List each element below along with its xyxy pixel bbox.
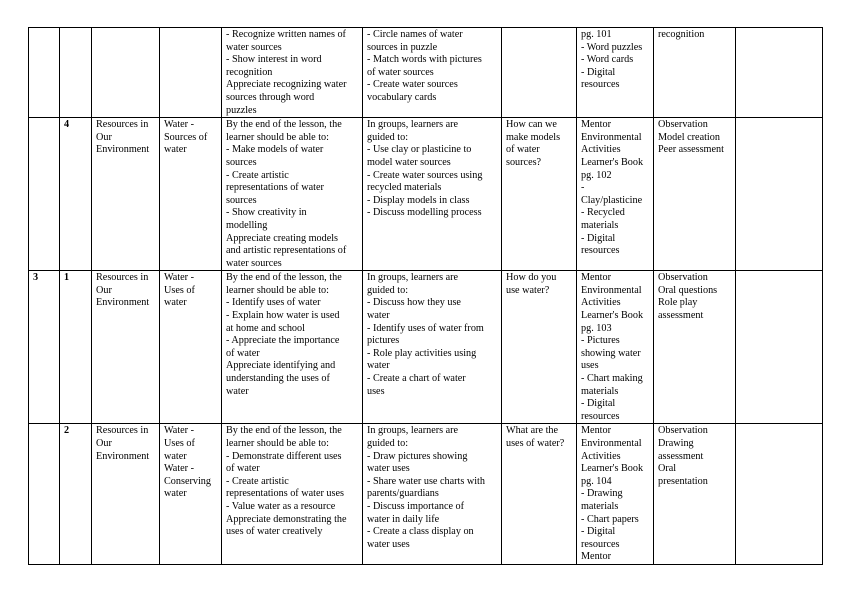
cell-line: Uses of xyxy=(164,284,195,296)
cell-line: Activities xyxy=(581,297,621,309)
cell-line: pg. 104 xyxy=(581,475,612,487)
cell-line: Mentor xyxy=(581,551,611,563)
table-row xyxy=(29,271,823,424)
learning-resources-cell xyxy=(577,118,654,271)
cell-line: Learner's Book xyxy=(581,310,644,322)
assessment-cell xyxy=(654,424,736,565)
cell-line: Oral questions xyxy=(658,284,718,296)
cell-line: - Word puzzles xyxy=(581,41,643,53)
cell-line: - Create a class display on xyxy=(367,526,474,538)
cell-line: Observation xyxy=(658,272,708,284)
cell-line: Oral xyxy=(658,463,677,475)
cell-line: Mentor xyxy=(581,119,611,131)
strand-cell xyxy=(92,28,160,118)
cell-line: understanding the uses of xyxy=(226,373,330,385)
cell-line: Environment xyxy=(96,297,150,309)
remarks-cell xyxy=(736,271,823,424)
cell-line: How can we xyxy=(506,119,557,131)
cell-line: - Identify uses of water from xyxy=(367,322,484,334)
cell-line: learner should be able to: xyxy=(226,438,329,449)
cell-line: water in daily life xyxy=(367,513,440,525)
cell-line: - Digital xyxy=(581,66,616,78)
cell-line: representations of water uses xyxy=(226,488,344,500)
cell-line: Uses of xyxy=(164,438,195,449)
cell-line: recognition xyxy=(658,29,705,40)
cell-line: materials xyxy=(581,385,619,397)
cell-line: uses of water? xyxy=(506,438,565,449)
cell-line: showing water xyxy=(581,347,641,359)
remarks-cell xyxy=(736,118,823,271)
cell-line: uses xyxy=(367,385,385,397)
cell-line: - Share water use charts with xyxy=(367,475,485,487)
cell-line: water sources xyxy=(226,41,282,53)
cell-line: Water - xyxy=(164,463,195,475)
table-row xyxy=(29,424,823,565)
cell-line: - Pictures xyxy=(581,335,620,347)
cell-line: What are the xyxy=(506,425,559,437)
cell-line: of water xyxy=(226,347,260,359)
cell-line: and artistic representations of xyxy=(226,245,347,257)
assessment-cell xyxy=(654,28,736,118)
remarks-cell xyxy=(736,28,823,118)
cell-line: - Create water sources using xyxy=(367,169,483,181)
cell-line: pictures xyxy=(367,335,400,347)
cell-line: - Demonstrate different uses xyxy=(226,450,342,462)
cell-line: recycled materials xyxy=(367,182,442,194)
cell-line: Appreciate creating models xyxy=(226,232,339,244)
cell-line: water xyxy=(164,450,187,462)
cell-line: - Recognize written names of xyxy=(226,29,346,40)
sub-strand-cell xyxy=(160,118,222,271)
cell-line: water xyxy=(367,310,390,322)
cell-line: guided to: xyxy=(367,131,409,143)
cell-line: sources in puzzle xyxy=(367,41,438,53)
learning-experiences-cell xyxy=(363,28,502,118)
cell-line: water xyxy=(164,144,187,156)
cell-line: - Create a chart of water xyxy=(367,373,466,385)
cell-line: sources xyxy=(226,194,257,206)
cell-line: puzzles xyxy=(226,104,257,116)
cell-line: Peer assessment xyxy=(658,144,724,156)
cell-line: - Digital xyxy=(581,526,616,538)
table-row xyxy=(29,118,823,271)
cell-line: materials xyxy=(581,219,619,231)
cell-line: By the end of the lesson, the xyxy=(226,119,342,131)
cell-line: pg. 101 xyxy=(581,29,612,40)
cell-line: - Create artistic xyxy=(226,169,289,181)
cell-line: Resources in xyxy=(96,425,149,437)
cell-line: sources xyxy=(226,156,257,168)
cell-line: Our xyxy=(96,284,112,296)
cell-line: of water xyxy=(226,463,260,475)
cell-line: - Show creativity in xyxy=(226,207,307,219)
learning-outcomes-cell xyxy=(222,271,363,424)
key-inquiry-question-cell xyxy=(502,118,577,271)
cell-line: - Circle names of water xyxy=(367,29,463,40)
cell-line: - Discuss how they use xyxy=(367,297,461,309)
cell-line: resources xyxy=(581,79,620,91)
cell-line: Mentor xyxy=(581,425,611,437)
cell-line: sources through word xyxy=(226,91,315,103)
cell-line: Resources in xyxy=(96,272,149,284)
sub-strand-cell xyxy=(160,28,222,118)
cell-line: Conserving xyxy=(164,475,211,487)
cell-line: water uses xyxy=(367,463,410,475)
cell-line: Model creation xyxy=(658,131,720,143)
cell-line: - Digital xyxy=(581,398,616,410)
key-inquiry-question-cell xyxy=(502,28,577,118)
week-cell xyxy=(29,118,60,271)
cell-line: - Identify uses of water xyxy=(226,297,321,309)
cell-line: uses xyxy=(581,360,599,372)
learning-experiences-cell xyxy=(363,271,502,424)
cell-line: - Word cards xyxy=(581,54,634,66)
week-cell: 3 xyxy=(29,271,60,424)
cell-line: Activities xyxy=(581,144,621,156)
cell-line: - Explain how water is used xyxy=(226,310,340,322)
cell-line: assessment xyxy=(658,310,704,322)
cell-line: uses of water creatively xyxy=(226,526,323,538)
cell-line: of water sources xyxy=(367,66,434,78)
cell-line: of water xyxy=(506,144,540,156)
learning-experiences-cell xyxy=(363,118,502,271)
cell-line: In groups, learners are xyxy=(367,425,459,437)
lesson-cell: 1 xyxy=(60,271,92,424)
cell-line: resources xyxy=(581,410,620,422)
cell-line: Environmental xyxy=(581,284,642,296)
remarks-cell xyxy=(736,424,823,565)
cell-line: modelling xyxy=(226,219,268,231)
cell-line: Observation xyxy=(658,119,708,131)
learning-experiences-cell xyxy=(363,424,502,565)
cell-line: Environmental xyxy=(581,131,642,143)
cell-line: - Make models of water xyxy=(226,144,324,156)
lesson-cell xyxy=(60,28,92,118)
cell-line: Sources of xyxy=(164,131,208,143)
strand-cell xyxy=(92,424,160,565)
sub-strand-cell xyxy=(160,424,222,565)
assessment-cell xyxy=(654,271,736,424)
cell-line: Role play xyxy=(658,297,698,309)
assessment-cell xyxy=(654,118,736,271)
cell-line: Environment xyxy=(96,450,150,462)
cell-line: water sources xyxy=(226,257,282,269)
cell-line: Appreciate identifying and xyxy=(226,360,336,372)
sub-strand-cell xyxy=(160,271,222,424)
cell-line: By the end of the lesson, the xyxy=(226,272,342,284)
cell-line: materials xyxy=(581,500,619,512)
cell-line: recognition xyxy=(226,66,273,78)
cell-line: Drawing xyxy=(658,438,694,449)
cell-line: - Display models in class xyxy=(367,194,470,206)
cell-line: - Recycled xyxy=(581,207,625,219)
cell-line: - Appreciate the importance xyxy=(226,335,340,347)
cell-line: use water? xyxy=(506,284,550,296)
scheme-of-work-table xyxy=(28,27,823,565)
learning-outcomes-cell xyxy=(222,118,363,271)
cell-line: Mentor xyxy=(581,272,611,284)
cell-line: - Chart papers xyxy=(581,513,639,525)
cell-line: How do you xyxy=(506,272,557,284)
lesson-cell: 2 xyxy=(60,424,92,565)
cell-line: - Discuss importance of xyxy=(367,500,465,512)
cell-line: water xyxy=(164,297,187,309)
cell-line: water uses xyxy=(367,538,410,550)
learning-resources-cell xyxy=(577,424,654,565)
table-row xyxy=(29,28,823,118)
cell-line: parents/guardians xyxy=(367,488,439,500)
cell-line: learner should be able to: xyxy=(226,284,329,296)
cell-line: - Value water as a resource xyxy=(226,500,336,512)
learning-outcomes-cell xyxy=(222,424,363,565)
cell-line: - Match words with pictures xyxy=(367,54,482,66)
learning-resources-cell xyxy=(577,28,654,118)
cell-line: In groups, learners are xyxy=(367,272,459,284)
cell-line: presentation xyxy=(658,475,708,487)
cell-line: at home and school xyxy=(226,322,305,334)
cell-line: By the end of the lesson, the xyxy=(226,425,342,437)
cell-line: guided to: xyxy=(367,284,409,296)
cell-line: - Drawing xyxy=(581,488,623,500)
strand-cell xyxy=(92,271,160,424)
cell-line: Resources in xyxy=(96,119,149,131)
cell-line: resources xyxy=(581,538,620,550)
table-body xyxy=(29,28,823,565)
cell-line: - Use clay or plasticine to xyxy=(367,144,472,156)
cell-line: - Draw pictures showing xyxy=(367,450,468,462)
cell-line: - Chart making xyxy=(581,373,643,385)
lesson-cell: 4 xyxy=(60,118,92,271)
cell-line: - Show interest in word xyxy=(226,54,322,66)
cell-line: Water - xyxy=(164,425,195,437)
cell-line: Environment xyxy=(96,144,150,156)
week-cell xyxy=(29,424,60,565)
cell-line: Activities xyxy=(581,450,621,462)
cell-line: Learner's Book xyxy=(581,156,644,168)
learning-outcomes-cell xyxy=(222,28,363,118)
cell-line: pg. 102 xyxy=(581,169,612,181)
strand-cell xyxy=(92,118,160,271)
learning-resources-cell xyxy=(577,271,654,424)
cell-line: make models xyxy=(506,131,561,143)
cell-line: pg. 103 xyxy=(581,322,612,334)
cell-line: guided to: xyxy=(367,438,409,449)
cell-line: learner should be able to: xyxy=(226,131,329,143)
cell-line: Our xyxy=(96,438,112,449)
cell-line: water xyxy=(164,488,187,500)
cell-line: Water - xyxy=(164,119,195,131)
cell-line: Clay/plasticine xyxy=(581,194,643,206)
cell-line: Appreciate demonstrating the xyxy=(226,513,347,525)
cell-line: representations of water xyxy=(226,182,324,194)
cell-line: - xyxy=(581,182,585,194)
cell-line: Observation xyxy=(658,425,708,437)
cell-line: vocabulary cards xyxy=(367,91,437,103)
key-inquiry-question-cell xyxy=(502,424,577,565)
cell-line: In groups, learners are xyxy=(367,119,459,131)
cell-line: Learner's Book xyxy=(581,463,644,475)
cell-line: water xyxy=(226,385,249,397)
cell-line: model water sources xyxy=(367,156,451,168)
cell-line: Our xyxy=(96,131,112,143)
cell-line: water xyxy=(367,360,390,372)
cell-line: - Create water sources xyxy=(367,79,458,91)
key-inquiry-question-cell xyxy=(502,271,577,424)
cell-line: - Create artistic xyxy=(226,475,289,487)
cell-line: Environmental xyxy=(581,438,642,449)
cell-line: - Digital xyxy=(581,232,616,244)
week-cell xyxy=(29,28,60,118)
cell-line: Appreciate recognizing water xyxy=(226,79,347,91)
cell-line: assessment xyxy=(658,450,704,462)
cell-line: - Discuss modelling process xyxy=(367,207,482,219)
cell-line: Water - xyxy=(164,272,195,284)
cell-line: resources xyxy=(581,245,620,257)
cell-line: - Role play activities using xyxy=(367,347,477,359)
cell-line: sources? xyxy=(506,156,542,168)
